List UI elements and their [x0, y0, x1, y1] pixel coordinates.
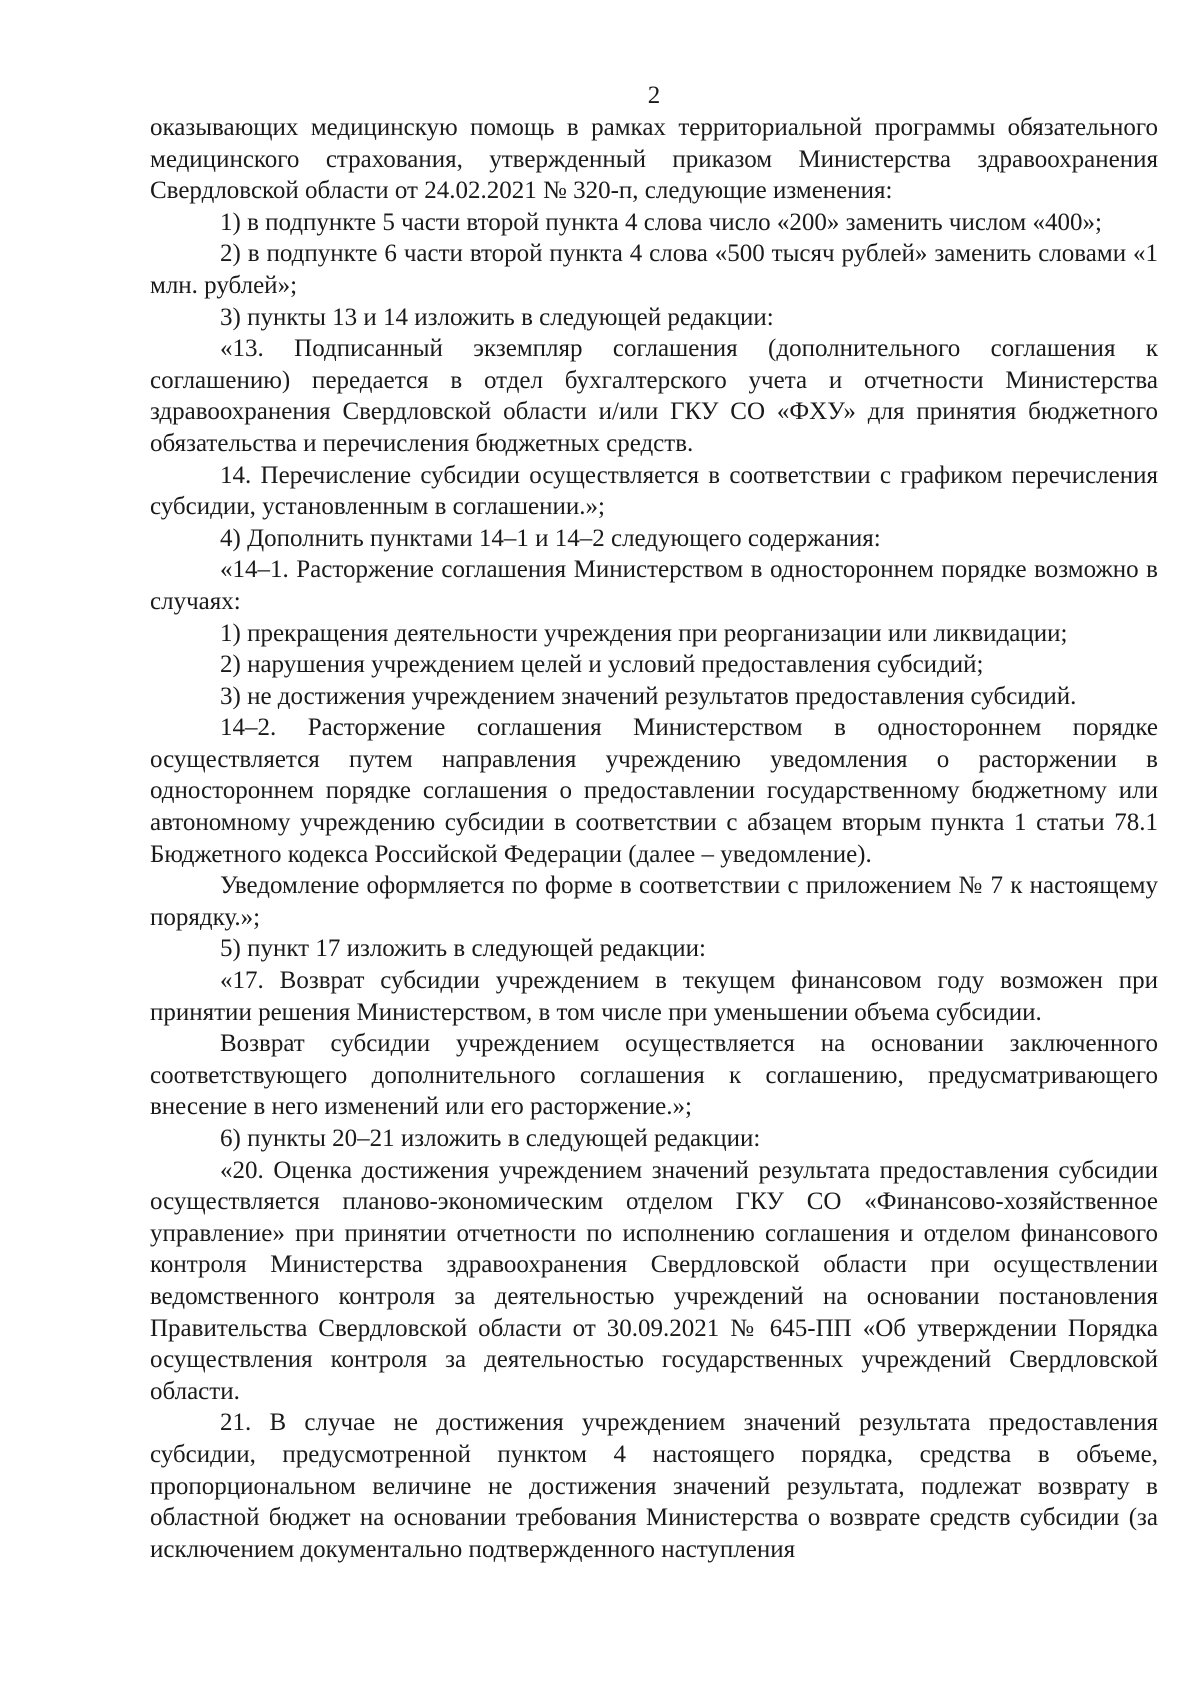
- paragraph-clause-14: 14. Перечисление субсидии осуществляется в соответствии с графиком перечисления субсидии, установленным в соглашении.»;: [150, 461, 1158, 521]
- paragraph-item-1: 1) в подпункте 5 части второй пункта 4 слова число «200» заменить числом «400»;: [220, 208, 1102, 236]
- paragraph-clause-17: «17. Возврат субсидии учреждением в текущем финансовом году возможен при принятии решения Министерством, в том числе при уменьшении объема субсидии.: [150, 967, 1158, 1026]
- paragraph-clause-20: «20. Оценка достижения учреждением значений результата предоставления субсидии осуществляется планово-экономическим отделом ГКУ СО «Финансово-хозяйственное управление» при принятии отчетности по исполнению соглашения и отделом финансового контроля Министерства здравоохранения Свердловской области при осуществлении ведомственного контроля за деятельностью учреждений на основании постановления Правительства Свердловской области от 30.09.2021 № 645-ПП «Об утверждении Порядка осуществления контроля за деятельностью государственных учреждений Свердловской области.: [150, 1156, 1158, 1405]
- paragraph-notice: Уведомление оформляется по форме в соответствии с приложением № 7 к настоящему порядку.»;: [150, 872, 1158, 931]
- paragraph-clause-13: «13. Подписанный экземпляр соглашения (дополнительного соглашения к соглашению) передается в отдел бухгалтерского учета и отчетности Министерства здравоохранения Свердловской области и/или ГКУ СО «ФХУ» для принятия бюджетного обязательства и перечисления бюджетных средств.: [150, 335, 1158, 457]
- document-page: [150, 80, 1158, 1565]
- paragraph-refund: Возврат субсидии учреждением осуществляется на основании заключенного соответствующего дополнительного соглашения к соглашению, предусматривающего внесение в него изменений или его расторжение.»;: [150, 1030, 1158, 1121]
- paragraph-case-1: 1) прекращения деятельности учреждения при реорганизации или ликвидации;: [220, 619, 1068, 647]
- paragraph-case-3: 3) не достижения учреждением значений результатов предоставления субсидий.: [220, 682, 1077, 710]
- page-number: 2: [647, 82, 661, 109]
- paragraph-item-3: 3) пункты 13 и 14 изложить в следующей редакции:: [220, 303, 774, 331]
- paragraph-item-2: 2) в подпункте 6 части второй пункта 4 слова «500 тысяч рублей» заменить словами «1 млн. рублей»;: [150, 240, 1158, 299]
- paragraph-clause-14-2: 14–2. Расторжение соглашения Министерством в одностороннем порядке осуществляется путем направления учреждению уведомления о расторжении в одностороннем порядке соглашения о предоставлении государственному бюджетному или автономному учреждению субсидии в соответствии с абзацем вторым пункта 1 статьи 78.1 Бюджетного кодекса Российской Федерации (далее – уведомление).: [150, 714, 1158, 868]
- paragraph-item-4: 4) Дополнить пунктами 14–1 и 14–2 следующего содержания:: [220, 524, 881, 552]
- paragraph-item-6: 6) пункты 20–21 изложить в следующей редакции:: [220, 1125, 761, 1152]
- paragraph-item-5: 5) пункт 17 изложить в следующей редакции:: [220, 935, 706, 963]
- paragraph-case-2: 2) нарушения учреждением целей и условий предоставления субсидий;: [220, 651, 984, 679]
- paragraph-continuation: оказывающих медицинскую помощь в рамках территориальной программы обязательного медицинского страхования, утвержденный приказом Министерства здравоохранения Свердловской области от 24.02.2021 № 320-п, следующие изменения:: [150, 114, 1158, 205]
- paragraph-clause-14-1: «14–1. Расторжение соглашения Министерством в одностороннем порядке возможно в случаях:: [150, 556, 1158, 615]
- paragraph-clause-21: 21. В случае не достижения учреждением значений результата предоставления субсидии, предусмотренной пунктом 4 настоящего порядка, средства в объеме, пропорциональном величине не достижения значений результата, подлежат возврату в областной бюджет на основании требования Министерства о возврате средств субсидии (за исключением документально подтвержденного наступления: [150, 1409, 1158, 1563]
